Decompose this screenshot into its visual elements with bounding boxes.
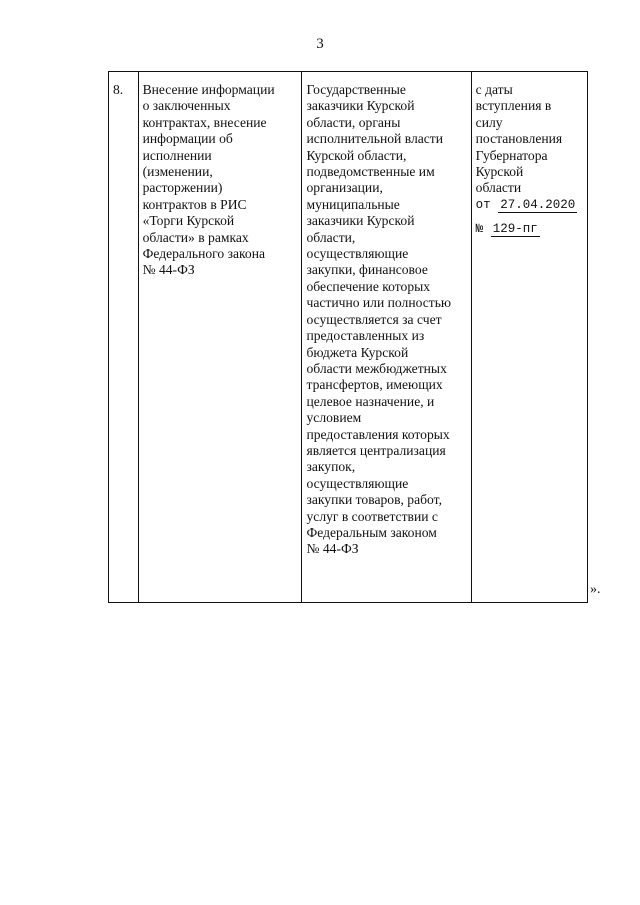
measure-name-line: контрактах, внесение xyxy=(142,114,267,130)
decree-date-prefix: от xyxy=(475,197,491,212)
decree-date-value: 27.04.2020 xyxy=(500,197,576,212)
term-line: постановления xyxy=(475,131,563,147)
executor-line: области, xyxy=(306,229,356,245)
measure-name-line: о заключенных xyxy=(142,98,231,114)
executor-line: закупки, финансовое xyxy=(306,262,428,278)
executor-line: целевое назначение, и xyxy=(306,393,435,409)
executor-line: области межбюджетных xyxy=(306,360,447,376)
executor-line: является централизация xyxy=(306,442,446,458)
row-number-cell xyxy=(109,72,139,603)
executor-line: услуг в соответствии с xyxy=(306,508,438,524)
term-line: области xyxy=(475,180,522,196)
table-row xyxy=(109,72,588,603)
executor-line: бюджета Курской xyxy=(306,344,409,360)
executor-line: муниципальные xyxy=(306,196,400,212)
measure-name-line: «Торги Курской xyxy=(142,213,235,229)
document-table xyxy=(108,71,588,603)
term-line: с даты xyxy=(475,82,513,97)
measure-name-cell xyxy=(138,72,302,603)
term-cell xyxy=(471,72,587,603)
executor-line: Федеральным законом xyxy=(306,524,437,540)
executor-line: области, органы xyxy=(306,114,401,130)
executor-line: трансфертов, имеющих xyxy=(306,377,443,393)
measure-name-line: исполнении xyxy=(142,147,212,163)
executor-line: осуществляющие xyxy=(306,475,409,491)
executor-line: Государственные xyxy=(306,82,406,97)
decree-number-value: 129-пг xyxy=(492,222,538,237)
measure-name-line: расторжении) xyxy=(142,180,223,196)
term-line: силу xyxy=(475,114,503,130)
executor-line: закупок, xyxy=(306,459,356,475)
measure-name-line: № 44-ФЗ xyxy=(142,262,195,278)
executor-line: заказчики Курской xyxy=(306,213,415,229)
executor-line: № 44-ФЗ xyxy=(306,541,359,557)
executor-line: организации, xyxy=(306,180,383,196)
measure-name-line: Федерального закона xyxy=(142,246,265,262)
measure-name-line: контрактов в РИС xyxy=(142,196,247,212)
measure-name-line: области» в рамках xyxy=(142,229,249,245)
decree-number xyxy=(476,221,584,237)
executor-line: Курской области, xyxy=(306,147,407,163)
executor-line: предоставления которых xyxy=(306,426,450,442)
executor-line: закупки товаров, работ, xyxy=(306,492,442,508)
term-line: Курской xyxy=(475,164,524,180)
executor-line: исполнительной власти xyxy=(306,131,444,147)
executor-line: частично или полностью xyxy=(306,295,452,311)
executor-line: условием xyxy=(306,410,362,426)
term-line: вступления в xyxy=(475,98,552,114)
executor-line: заказчики Курской xyxy=(306,98,415,114)
page-number: 3 xyxy=(316,36,324,52)
executor-line: обеспечение которых xyxy=(306,278,431,294)
measure-name-line: информации об xyxy=(142,131,233,147)
decree-number-prefix: № xyxy=(475,222,484,237)
executor-line: осуществляющие xyxy=(306,246,409,262)
measure-name-line: (изменении, xyxy=(142,164,213,180)
closing-quote: ». xyxy=(590,582,601,597)
executor-line: осуществляется за счет xyxy=(306,311,442,327)
term-line: Губернатора xyxy=(475,147,548,163)
executor-cell xyxy=(302,72,471,603)
decree-date xyxy=(476,197,584,213)
measure-name-line: Внесение информации xyxy=(142,82,275,97)
row-number: 8. xyxy=(113,82,124,97)
executor-line: предоставленных из xyxy=(306,328,425,344)
executor-line: подведомственные им xyxy=(306,164,435,180)
